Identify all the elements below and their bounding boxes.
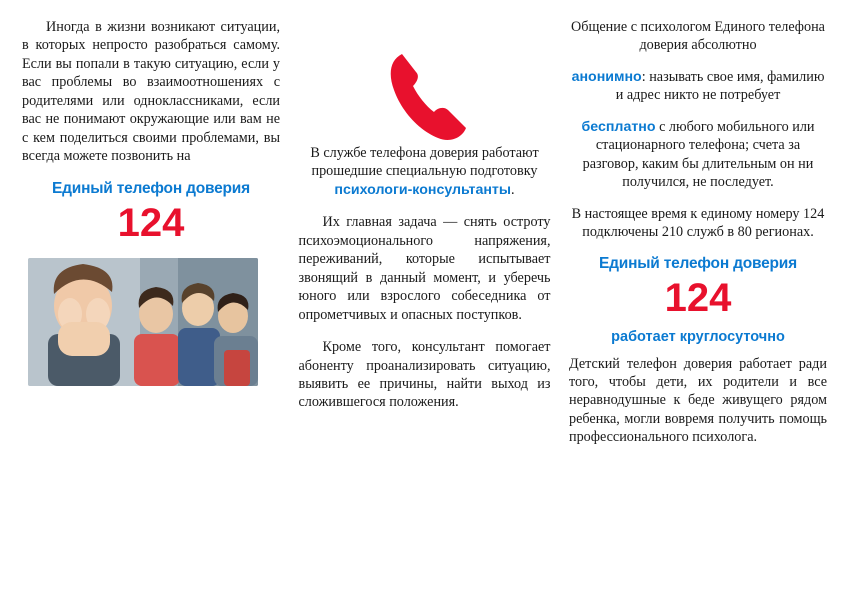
right-anonymous-accent: анонимно <box>571 68 642 85</box>
children-photo <box>28 258 258 386</box>
phone-handset-icon <box>382 48 468 144</box>
middle-task-paragraph: Их главная задача — снять остроту психоэмоционального напряжения, переживаний, которые испытывает звонящий в данный момент, и уберечь юного или взрослого собеседника от опрометчивых и опасных поступков. <box>298 214 551 323</box>
right-anonymous-text: : называть свое имя, фамилию и адрес никто не потребует <box>615 68 825 104</box>
left-column <box>22 18 280 563</box>
middle-column <box>299 18 551 563</box>
three-column-layout <box>0 18 849 563</box>
right-free-text: с любого мобильного или стационарного телефона; счета за разговор, каким бы длительным он ни получился, не последует. <box>582 118 815 191</box>
right-closing-paragraph: Детский телефон доверия работает ради того, чтобы дети, их родители и все неравнодушные к беде живущего рядом ребенка, могли вовремя получить помощь профессионального психолога. <box>569 355 827 446</box>
middle-service-paragraph <box>299 144 551 199</box>
right-coverage-paragraph: В настоящее время к единому номеру 124 подключены 210 служб в 80 регионах. <box>571 205 825 241</box>
right-hotline-number: 124 <box>664 275 732 320</box>
right-free-paragraph <box>569 118 827 192</box>
right-column <box>569 18 827 563</box>
left-intro-paragraph: Иногда в жизни возникают ситуации, в которых непросто разобраться самому. Если вы попали в такую ситуацию, если у вас проблемы во взаимоотношениях с родителями или одноклассниками, если вас не понимают окружающие или вам не с кем поделиться своими проблемами, вы всегда можете позвонить на <box>22 19 280 165</box>
right-intro-paragraph: Общение с психологом Единого телефона доверия абсолютно <box>571 19 825 54</box>
right-free-accent: бесплатно <box>581 118 656 135</box>
middle-service-period: . <box>511 181 515 198</box>
middle-service-accent: психологи-консультанты <box>334 181 512 198</box>
right-hotline-label: Единый телефон доверия <box>598 254 797 272</box>
left-hotline-label: Единый телефон доверия <box>51 179 250 197</box>
left-hotline-number: 124 <box>117 200 185 245</box>
right-anonymous-paragraph <box>569 68 827 105</box>
middle-service-text: В службе телефона доверия работают прошедшие специальную подготовку <box>310 145 539 180</box>
middle-help-paragraph: Кроме того, консультант помогает абоненту проанализировать ситуацию, выявить ее причины, найти выход из сложившегося положения. <box>298 339 551 411</box>
right-round-clock-label: работает круглосуточно <box>611 328 785 345</box>
